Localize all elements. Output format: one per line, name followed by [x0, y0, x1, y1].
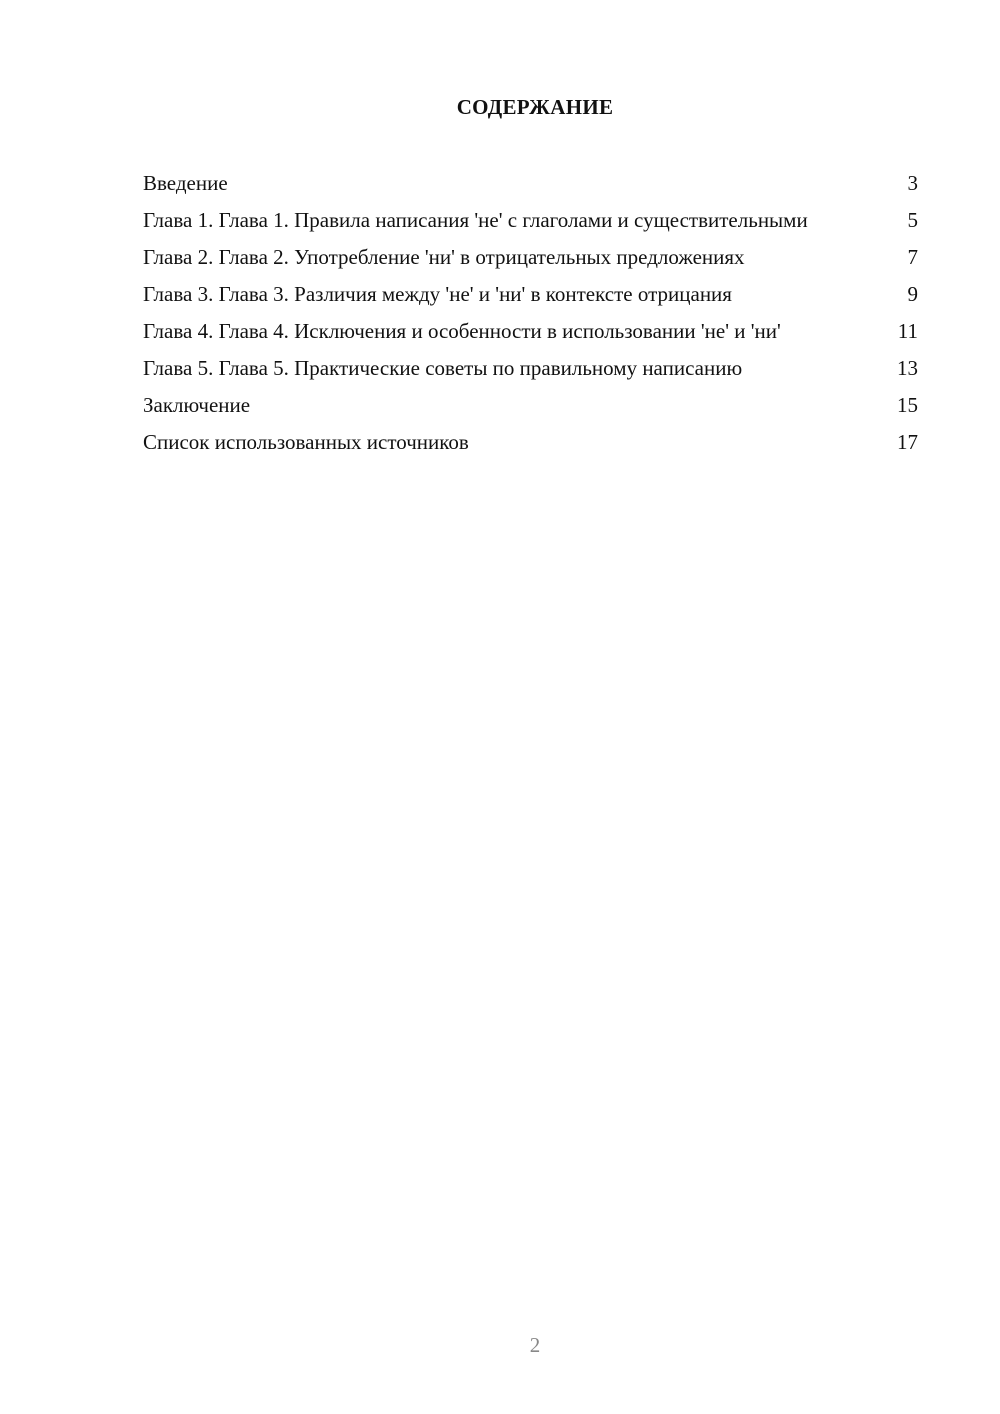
toc-entry-page: 17 [897, 430, 918, 454]
toc-entry-title: Глава 4. Глава 4. Исключения и особенности в использовании 'не' и 'ни' [143, 319, 781, 343]
toc-entry-title: Список использованных источников [143, 430, 469, 454]
toc-entry-chapter-4[interactable] [143, 318, 918, 345]
toc-entry-page: 9 [907, 282, 918, 306]
toc-entry-references[interactable] [143, 429, 918, 456]
toc-entry-title: Глава 2. Глава 2. Употребление 'ни' в отрицательных предложениях [143, 245, 745, 269]
toc-entry-page: 15 [897, 393, 918, 417]
toc-entry-title: Введение [143, 171, 228, 195]
toc-entry-title: Глава 5. Глава 5. Практические советы по правильному написанию [143, 356, 743, 380]
toc-entry-chapter-3[interactable] [143, 281, 918, 308]
toc-entry-title: Заключение [143, 393, 251, 417]
toc-entry-page: 7 [907, 245, 918, 269]
toc-entry-title: Глава 1. Глава 1. Правила написания 'не' с глаголами и существительными [143, 208, 808, 232]
toc-entry-page: 11 [897, 319, 918, 343]
toc-entry-introduction[interactable] [143, 170, 918, 197]
page-number: 2 [529, 1333, 541, 1357]
toc-entry-title: Глава 3. Глава 3. Различия между 'не' и 'ни' в контексте отрицания [143, 282, 732, 306]
toc-entry-page: 3 [907, 171, 918, 195]
toc-entry-chapter-5[interactable] [143, 355, 918, 382]
toc-heading: СОДЕРЖАНИЕ [456, 95, 614, 119]
toc-entry-page: 5 [907, 208, 918, 232]
toc-entry-conclusion[interactable] [143, 392, 918, 419]
toc-entry-chapter-2[interactable] [143, 244, 918, 271]
table-of-contents [143, 170, 918, 466]
toc-entry-page: 13 [897, 356, 918, 380]
toc-entry-chapter-1[interactable] [143, 207, 918, 234]
